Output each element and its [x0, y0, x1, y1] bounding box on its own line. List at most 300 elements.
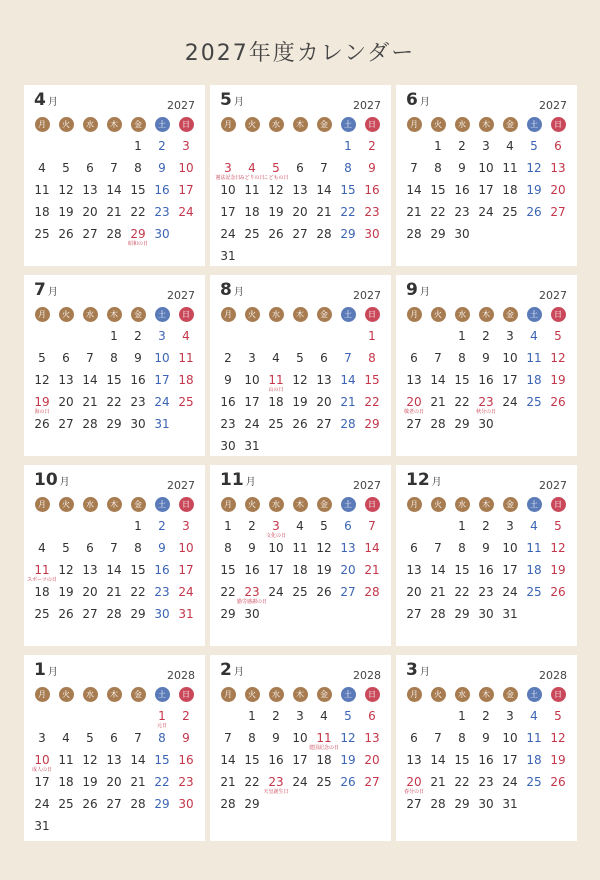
weekday-badge: 水	[269, 687, 284, 702]
calendar-day: 4	[530, 709, 538, 723]
calendar-day: 21	[220, 775, 236, 789]
calendar-day: 24	[34, 797, 50, 811]
calendar-day: 29	[364, 417, 380, 431]
holiday-label: 海の日	[34, 409, 50, 415]
calendar-day: 22	[454, 395, 470, 409]
holiday-label: 秋分の日	[475, 409, 496, 415]
calendar-day: 9	[368, 161, 376, 175]
calendar-day: 21	[316, 205, 332, 219]
calendar-day: 22	[454, 775, 470, 789]
calendar-day: 15	[454, 563, 470, 577]
calendar-day: 14	[430, 753, 446, 767]
calendar-day: 29	[340, 227, 356, 241]
calendar-day: 22	[220, 585, 236, 599]
calendar-day: 6	[410, 731, 418, 745]
month-year: 2027	[353, 479, 381, 492]
weekday-badge: 木	[293, 307, 308, 322]
calendar-day: 2	[482, 709, 490, 723]
calendar-day: 16	[130, 373, 146, 387]
calendar-day: 22	[244, 775, 260, 789]
calendar-day: 4	[272, 351, 280, 365]
calendar-day: 21	[106, 585, 122, 599]
calendar-day: 3	[272, 519, 280, 533]
calendar-day: 27	[406, 607, 422, 621]
calendar-day: 26	[340, 775, 356, 789]
calendar-day: 13	[292, 183, 308, 197]
calendar-day: 26	[526, 205, 542, 219]
month-number: 3	[406, 660, 418, 680]
calendar-day: 28	[220, 797, 236, 811]
calendar-day: 22	[430, 205, 446, 219]
weekday-badge: 土	[155, 687, 170, 702]
calendar-day: 8	[224, 541, 232, 555]
calendar-day: 21	[340, 395, 356, 409]
calendar-day: 1	[158, 709, 166, 723]
calendar-day: 3	[248, 351, 256, 365]
calendar-day: 17	[502, 373, 518, 387]
calendar-day: 26	[550, 585, 566, 599]
calendar-day: 20	[82, 585, 98, 599]
calendar-day: 1	[134, 519, 142, 533]
calendar-day: 15	[106, 373, 122, 387]
calendar-day: 31	[502, 797, 518, 811]
calendar-day: 20	[364, 753, 380, 767]
calendar-day: 14	[220, 753, 236, 767]
calendar-day: 4	[320, 709, 328, 723]
calendar-day: 24	[502, 585, 518, 599]
calendar-day: 25	[244, 227, 260, 241]
month-card-12	[396, 465, 577, 646]
calendar-day: 11	[34, 183, 50, 197]
calendar-day: 30	[478, 607, 494, 621]
month-card-7	[24, 275, 205, 456]
calendar-day: 1	[248, 709, 256, 723]
weekday-badge: 月	[407, 687, 422, 702]
calendar-day: 29	[454, 417, 470, 431]
month-name	[406, 470, 442, 490]
weekday-badge: 日	[551, 117, 566, 132]
calendar-day: 4	[182, 329, 190, 343]
calendar-day: 8	[134, 541, 142, 555]
calendar-day: 29	[154, 797, 170, 811]
month-suffix: 月	[59, 477, 70, 488]
calendar-day: 7	[368, 519, 376, 533]
weekday-badge: 金	[317, 117, 332, 132]
calendar-day: 9	[158, 541, 166, 555]
calendar-day: 28	[82, 417, 98, 431]
holiday-label: 天皇誕生日	[263, 789, 289, 795]
calendar-day: 14	[106, 183, 122, 197]
calendar-day: 13	[340, 541, 356, 555]
calendar-day: 19	[58, 205, 74, 219]
weekday-badge: 水	[455, 307, 470, 322]
weekday-badge: 火	[59, 307, 74, 322]
weekday-badge: 火	[431, 687, 446, 702]
calendar-day: 23	[478, 395, 494, 409]
calendar-day: 15	[364, 373, 380, 387]
calendar-day: 25	[526, 585, 542, 599]
calendar-day: 3	[158, 329, 166, 343]
weekday-badge: 水	[83, 687, 98, 702]
weekday-badge: 金	[503, 307, 518, 322]
calendar-day: 23	[268, 775, 284, 789]
calendar-day: 31	[34, 819, 50, 833]
calendar-day: 5	[554, 709, 562, 723]
calendar-day: 7	[344, 351, 352, 365]
calendar-day: 29	[454, 797, 470, 811]
calendar-day: 4	[62, 731, 70, 745]
calendar-day: 30	[154, 227, 170, 241]
month-name	[220, 90, 244, 110]
calendar-day: 22	[454, 585, 470, 599]
calendar-day: 12	[58, 183, 74, 197]
month-name	[34, 280, 58, 300]
calendar-day: 24	[220, 227, 236, 241]
weekday-badge: 土	[527, 497, 542, 512]
month-suffix: 月	[419, 287, 430, 298]
weekday-badge: 土	[341, 497, 356, 512]
calendar-day: 24	[178, 205, 194, 219]
calendar-day: 23	[220, 417, 236, 431]
calendar-day: 1	[458, 329, 466, 343]
calendar-day: 11	[526, 541, 542, 555]
month-name	[220, 660, 244, 680]
calendar-day: 16	[268, 753, 284, 767]
calendar-day: 11	[34, 563, 50, 577]
calendar-day: 19	[82, 775, 98, 789]
calendar-day: 21	[82, 395, 98, 409]
weekday-badge: 日	[365, 687, 380, 702]
weekday-badge: 金	[317, 687, 332, 702]
calendar-day: 6	[296, 161, 304, 175]
month-suffix: 月	[233, 97, 244, 108]
month-year: 2027	[353, 289, 381, 302]
calendar-day: 18	[244, 205, 260, 219]
calendar-day: 11	[244, 183, 260, 197]
calendar-day: 9	[482, 351, 490, 365]
calendar-day: 8	[458, 351, 466, 365]
calendar-day: 16	[244, 563, 260, 577]
calendar-day: 10	[220, 183, 236, 197]
month-suffix: 月	[233, 667, 244, 678]
month-name	[406, 90, 430, 110]
calendar-day: 1	[368, 329, 376, 343]
weekday-badge: 月	[407, 117, 422, 132]
calendar-day: 21	[430, 395, 446, 409]
calendar-day: 2	[158, 519, 166, 533]
calendar-day: 3	[296, 709, 304, 723]
calendar-day: 20	[106, 775, 122, 789]
calendar-day: 7	[86, 351, 94, 365]
calendar-day: 2	[458, 139, 466, 153]
calendar-day: 9	[224, 373, 232, 387]
calendar-day: 10	[502, 731, 518, 745]
calendar-day: 1	[110, 329, 118, 343]
calendar-day: 10	[502, 351, 518, 365]
calendar-day: 4	[530, 329, 538, 343]
calendar-day: 8	[158, 731, 166, 745]
calendar-day: 15	[430, 183, 446, 197]
calendar-day: 10	[34, 753, 50, 767]
calendar-day: 19	[550, 373, 566, 387]
calendar-day: 3	[224, 161, 232, 175]
calendar-day: 6	[62, 351, 70, 365]
holiday-label: 元日	[156, 723, 167, 729]
calendar-day: 14	[430, 373, 446, 387]
weekday-badge: 木	[293, 117, 308, 132]
calendar-day: 23	[454, 205, 470, 219]
weekday-badge: 木	[107, 117, 122, 132]
weekday-badge: 水	[83, 497, 98, 512]
calendar-day: 2	[158, 139, 166, 153]
calendar-day: 8	[248, 731, 256, 745]
calendar-day: 15	[454, 753, 470, 767]
calendar-day: 20	[82, 205, 98, 219]
weekday-badge: 火	[245, 687, 260, 702]
calendar-day: 20	[406, 395, 422, 409]
month-card-8	[210, 275, 391, 456]
calendar-day: 5	[38, 351, 46, 365]
calendar-day: 25	[526, 395, 542, 409]
calendar-day: 14	[106, 563, 122, 577]
calendar-day: 5	[296, 351, 304, 365]
calendar-day: 25	[526, 775, 542, 789]
calendar-day: 25	[292, 585, 308, 599]
holiday-label: 春分の日	[403, 789, 424, 795]
calendar-day: 18	[526, 373, 542, 387]
calendar-day: 24	[502, 395, 518, 409]
calendar-day: 30	[178, 797, 194, 811]
calendar-day: 22	[130, 585, 146, 599]
calendar-day: 10	[154, 351, 170, 365]
calendar-day: 30	[364, 227, 380, 241]
calendar-day: 28	[106, 607, 122, 621]
month-card-2	[210, 655, 391, 841]
calendar-day: 12	[268, 183, 284, 197]
calendar-day: 15	[454, 373, 470, 387]
calendar-day: 19	[292, 395, 308, 409]
calendar-day: 16	[454, 183, 470, 197]
calendar-day: 26	[268, 227, 284, 241]
calendar-day: 20	[550, 183, 566, 197]
calendar-day: 18	[58, 775, 74, 789]
calendar-day: 20	[58, 395, 74, 409]
calendar-day: 13	[550, 161, 566, 175]
month-suffix: 月	[431, 477, 442, 488]
calendar-day: 20	[406, 585, 422, 599]
calendar-day: 6	[110, 731, 118, 745]
holiday-label: 昭和の日	[127, 241, 148, 247]
calendar-day: 8	[134, 161, 142, 175]
calendar-day: 7	[434, 541, 442, 555]
holiday-label: 山の日	[268, 387, 284, 393]
calendar-day: 1	[134, 139, 142, 153]
month-year: 2027	[539, 99, 567, 112]
calendar-day: 3	[482, 139, 490, 153]
calendar-day: 17	[244, 395, 260, 409]
weekday-badge: 火	[431, 497, 446, 512]
calendar-day: 17	[220, 205, 236, 219]
calendar-day: 12	[316, 541, 332, 555]
calendar-day: 22	[364, 395, 380, 409]
weekday-badge: 水	[455, 497, 470, 512]
month-suffix: 月	[233, 287, 244, 298]
calendar-day: 26	[58, 227, 74, 241]
holiday-label: 勤労感謝の日	[236, 599, 267, 605]
calendar-day: 19	[340, 753, 356, 767]
weekday-badge: 火	[245, 117, 260, 132]
calendar-day: 21	[130, 775, 146, 789]
calendar-day: 26	[58, 607, 74, 621]
calendar-day: 12	[340, 731, 356, 745]
calendar-day: 10	[178, 161, 194, 175]
month-suffix: 月	[245, 477, 256, 488]
calendar-day: 16	[220, 395, 236, 409]
calendar-day: 17	[502, 563, 518, 577]
calendar-day: 19	[550, 563, 566, 577]
month-year: 2027	[167, 99, 195, 112]
calendar-day: 11	[502, 161, 518, 175]
calendar-day: 10	[292, 731, 308, 745]
calendar-day: 28	[430, 797, 446, 811]
calendar-day: 26	[82, 797, 98, 811]
weekday-badge: 金	[503, 497, 518, 512]
weekday-badge: 木	[479, 117, 494, 132]
calendar-day: 10	[244, 373, 260, 387]
calendar-day: 12	[292, 373, 308, 387]
month-number: 6	[406, 90, 418, 110]
calendar-day: 3	[182, 519, 190, 533]
calendar-day: 5	[62, 161, 70, 175]
calendar-day: 21	[430, 585, 446, 599]
month-year: 2028	[167, 669, 195, 682]
weekday-badge: 土	[341, 687, 356, 702]
calendar-day: 15	[130, 183, 146, 197]
page-title: 2027年度カレンダー	[184, 41, 416, 66]
calendar-day: 6	[410, 541, 418, 555]
weekday-badge: 月	[221, 117, 236, 132]
calendar-day: 12	[82, 753, 98, 767]
calendar-day: 27	[340, 585, 356, 599]
calendar-day: 31	[154, 417, 170, 431]
month-number: 9	[406, 280, 418, 300]
calendar-day: 29	[454, 607, 470, 621]
calendar-day: 28	[340, 417, 356, 431]
calendar-day: 8	[458, 731, 466, 745]
calendar-day: 13	[82, 563, 98, 577]
calendar-day: 3	[182, 139, 190, 153]
calendar-day: 24	[154, 395, 170, 409]
calendar-day: 2	[272, 709, 280, 723]
holiday-label: 文化の日	[265, 533, 286, 539]
calendar-day: 14	[430, 563, 446, 577]
weekday-badge: 木	[107, 497, 122, 512]
weekday-badge: 木	[479, 307, 494, 322]
month-year: 2027	[353, 99, 381, 112]
calendar-day: 25	[34, 607, 50, 621]
calendar-day: 18	[34, 205, 50, 219]
calendar-day: 28	[430, 417, 446, 431]
calendar-day: 23	[178, 775, 194, 789]
calendar-day: 11	[526, 351, 542, 365]
calendar-day: 5	[320, 519, 328, 533]
month-number: 4	[34, 90, 46, 110]
calendar-day: 3	[506, 329, 514, 343]
calendar-day: 7	[320, 161, 328, 175]
calendar-day: 7	[110, 541, 118, 555]
weekday-badge: 日	[551, 497, 566, 512]
weekday-badge: 月	[407, 497, 422, 512]
calendar-day: 25	[502, 205, 518, 219]
calendar-day: 31	[220, 249, 236, 263]
calendar-day: 7	[224, 731, 232, 745]
weekday-badge: 金	[317, 307, 332, 322]
weekday-badge: 金	[503, 687, 518, 702]
weekday-badge: 月	[35, 307, 50, 322]
weekday-badge: 火	[245, 497, 260, 512]
calendar-day: 8	[458, 541, 466, 555]
calendar-day: 26	[292, 417, 308, 431]
month-name	[220, 280, 244, 300]
holiday-label: 憲法記念日	[215, 175, 241, 181]
calendar-day: 15	[154, 753, 170, 767]
calendar-day: 17	[154, 373, 170, 387]
calendar-day: 30	[478, 797, 494, 811]
weekday-badge: 木	[479, 497, 494, 512]
weekday-badge: 火	[245, 307, 260, 322]
month-name	[220, 470, 256, 490]
weekday-badge: 金	[317, 497, 332, 512]
calendar-day: 8	[434, 161, 442, 175]
weekday-badge: 金	[131, 307, 146, 322]
month-number: 12	[406, 470, 430, 490]
month-number: 5	[220, 90, 232, 110]
month-name	[34, 660, 58, 680]
weekday-badge: 日	[551, 307, 566, 322]
calendar-day: 27	[106, 797, 122, 811]
calendar-day: 10	[268, 541, 284, 555]
calendar-day: 3	[38, 731, 46, 745]
calendar-day: 19	[316, 563, 332, 577]
month-year: 2028	[353, 669, 381, 682]
weekday-badge: 水	[83, 307, 98, 322]
calendar-day: 29	[130, 227, 146, 241]
calendar-day: 16	[478, 753, 494, 767]
calendar-day: 30	[244, 607, 260, 621]
calendar-day: 11	[526, 731, 542, 745]
calendar-day: 17	[178, 563, 194, 577]
calendar-day: 6	[554, 139, 562, 153]
calendar-day: 19	[34, 395, 50, 409]
calendar-day: 9	[134, 351, 142, 365]
holiday-label: 建国記念の日	[308, 745, 339, 751]
weekday-badge: 水	[83, 117, 98, 132]
calendar-day: 29	[430, 227, 446, 241]
month-year: 2027	[539, 479, 567, 492]
calendar-day: 25	[34, 227, 50, 241]
calendar-day: 12	[58, 563, 74, 577]
calendar-day: 1	[344, 139, 352, 153]
calendar-day: 12	[550, 731, 566, 745]
calendar-day: 29	[220, 607, 236, 621]
calendar-day: 15	[244, 753, 260, 767]
calendar-grid	[24, 85, 577, 841]
calendar-day: 5	[62, 541, 70, 555]
weekday-badge: 土	[527, 117, 542, 132]
month-suffix: 月	[47, 667, 58, 678]
month-card-10	[24, 465, 205, 646]
calendar-day: 21	[406, 205, 422, 219]
